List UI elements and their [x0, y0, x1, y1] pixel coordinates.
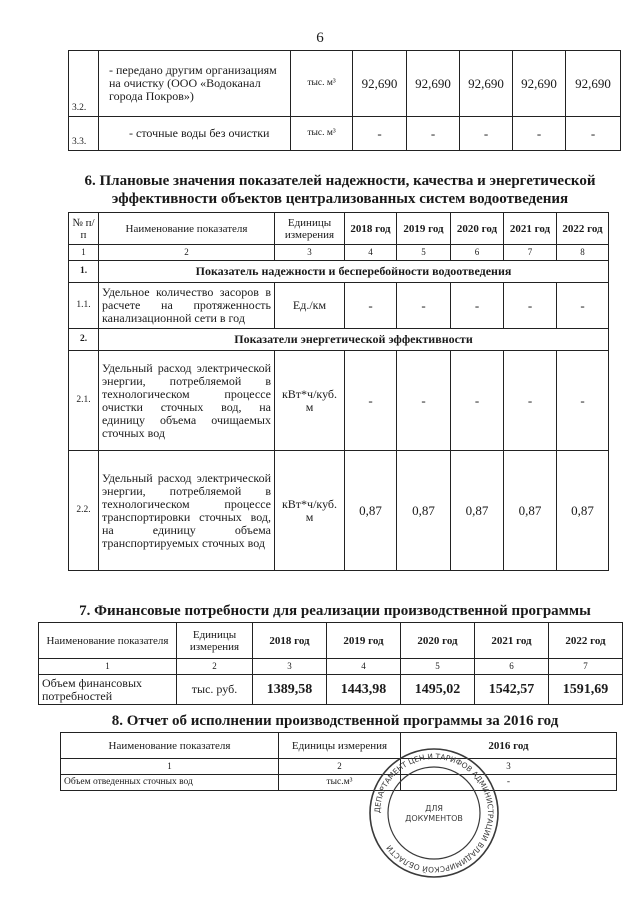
stamp-inner-ring: [388, 767, 480, 859]
header-year: 2020 год: [451, 213, 504, 245]
value-cell: -: [353, 117, 407, 151]
unit-cell: тыс.м³: [279, 775, 401, 791]
value-cell: 1542,57: [475, 675, 549, 705]
index-row: [39, 659, 623, 675]
group-number: 2.: [69, 329, 99, 351]
value-cell: -: [504, 283, 557, 329]
col-index: 2: [177, 659, 253, 675]
row-number: 3.3.: [69, 117, 99, 151]
indicator-name: Объем отведенных сточных вод: [61, 775, 279, 791]
header-name: Наименование показателя: [39, 623, 177, 659]
header-year: 2022 год: [557, 213, 609, 245]
value-cell: 0,87: [557, 451, 609, 571]
value-cell: 0,87: [451, 451, 504, 571]
col-index: 1: [69, 245, 99, 261]
header-year: 2018 год: [345, 213, 397, 245]
index-row: [61, 759, 617, 775]
section-8-table: [60, 732, 617, 791]
value-cell: -: [407, 117, 460, 151]
indicator-name: - передано другим организациям на очистку (ООО «Водоканал города Покров»): [99, 51, 291, 117]
unit-cell: Ед./км: [275, 283, 345, 329]
value-cell: -: [397, 351, 451, 451]
index-row: [69, 245, 609, 261]
unit-cell: тыс. м³: [291, 117, 353, 151]
unit-cell: тыс. м³: [291, 51, 353, 117]
indicator-name: Удельный расход электрической энергии, потребляемой в технологическом процессе транспортировки сточных вод, на единицу объема транспортируемых сточных вод: [99, 451, 275, 571]
page-number: 6: [316, 30, 324, 46]
header-year: 2021 год: [475, 623, 549, 659]
header-unit: Единицы измерения: [275, 213, 345, 245]
table-row: [69, 283, 609, 329]
value-cell: -: [451, 283, 504, 329]
section-6-title-line1: 6. Плановые значения показателей надежности, качества и энергетической: [84, 173, 596, 189]
value-cell: 0,87: [397, 451, 451, 571]
header-year: 2020 год: [401, 623, 475, 659]
unit-cell: кВт*ч/куб. м: [275, 451, 345, 571]
value-cell: -: [504, 351, 557, 451]
col-index: 1: [39, 659, 177, 675]
value-cell: -: [345, 283, 397, 329]
section-7-table: [38, 622, 623, 705]
col-index: 3: [275, 245, 345, 261]
stamp-text-line1: ДЛЯ: [425, 804, 443, 813]
value-cell: -: [460, 117, 513, 151]
value-cell: 1591,69: [549, 675, 623, 705]
col-index: 7: [504, 245, 557, 261]
group-row: [69, 261, 609, 283]
header-unit: Единицы измерения: [177, 623, 253, 659]
row-number: 2.2.: [69, 451, 99, 571]
header-row: [69, 213, 609, 245]
table-row: [69, 351, 609, 451]
indicator-name: Объем финансовых потребностей: [39, 675, 177, 705]
section-6-title: [60, 172, 620, 208]
value-cell: -: [401, 775, 617, 791]
group-title: Показатели энергетической эффективности: [99, 329, 609, 351]
section-6-title-line2: эффективности объектов централизованных систем водоотведения: [111, 191, 569, 207]
header-name: Наименование показателя: [99, 213, 275, 245]
row-number: 1.1.: [69, 283, 99, 329]
col-index: 4: [345, 245, 397, 261]
value-cell: -: [397, 283, 451, 329]
value-cell: 1495,02: [401, 675, 475, 705]
value-cell: 92,690: [407, 51, 460, 117]
stamp-text-line2: ДОКУМЕНТОВ: [405, 814, 463, 823]
value-cell: 0,87: [504, 451, 557, 571]
header-year: 2019 год: [327, 623, 401, 659]
header-year: 2019 год: [397, 213, 451, 245]
col-index: 2: [99, 245, 275, 261]
group-row: [69, 329, 609, 351]
section-6-table: [68, 212, 609, 571]
group-number: 1.: [69, 261, 99, 283]
value-cell: -: [345, 351, 397, 451]
header-year: 2021 год: [504, 213, 557, 245]
stamp-ring-text: ДЕПАРТАМЕНТ ЦЕН И ТАРИФОВ АДМИНИСТРАЦИИ ВЛАДИМИРСКОЙ ОБЛАСТИ: [372, 751, 496, 875]
value-cell: 92,690: [513, 51, 566, 117]
value-cell: -: [451, 351, 504, 451]
header-year: 2022 год: [549, 623, 623, 659]
col-index: 5: [397, 245, 451, 261]
col-index: 6: [475, 659, 549, 675]
row-number: 2.1.: [69, 351, 99, 451]
group-title: Показатель надежности и бесперебойности водоотведения: [99, 261, 609, 283]
value-cell: -: [513, 117, 566, 151]
value-cell: 92,690: [353, 51, 407, 117]
value-cell: 92,690: [460, 51, 513, 117]
col-index: 3: [401, 759, 617, 775]
table-row: [69, 51, 621, 117]
indicator-name: Удельное количество засоров в расчете на протяженность канализационной сети в год: [99, 283, 275, 329]
header-unit: Единицы измерения: [279, 733, 401, 759]
value-cell: 0,87: [345, 451, 397, 571]
table-row: [61, 775, 617, 791]
table-row: [69, 117, 621, 151]
header-row: [61, 733, 617, 759]
value-cell: 92,690: [566, 51, 621, 117]
col-index: 5: [401, 659, 475, 675]
col-index: 6: [451, 245, 504, 261]
unit-cell: кВт*ч/куб. м: [275, 351, 345, 451]
row-number: 3.2.: [69, 51, 99, 117]
continuation-table: [68, 50, 621, 151]
col-index: 8: [557, 245, 609, 261]
value-cell: 1389,58: [253, 675, 327, 705]
stamp-outer-ring: [370, 749, 498, 877]
value-cell: -: [557, 351, 609, 451]
value-cell: -: [557, 283, 609, 329]
value-cell: -: [566, 117, 621, 151]
section-7-title: 7. Финансовые потребности для реализации производственной программы: [79, 603, 591, 619]
table-row: [39, 675, 623, 705]
col-index: 2: [279, 759, 401, 775]
col-index: 3: [253, 659, 327, 675]
indicator-name: Удельный расход электрической энергии, потребляемой в технологическом процессе очистки сточных вод, на единицу объема очищаемых сточных вод: [99, 351, 275, 451]
header-row: [39, 623, 623, 659]
table-row: [69, 451, 609, 571]
indicator-name: - сточные воды без очистки: [99, 117, 291, 151]
round-stamp: [366, 745, 502, 881]
header-num: № п/п: [69, 213, 99, 245]
header-name: Наименование показателя: [61, 733, 279, 759]
value-cell: 1443,98: [327, 675, 401, 705]
col-index: 4: [327, 659, 401, 675]
unit-cell: тыс. руб.: [177, 675, 253, 705]
header-year: 2016 год: [401, 733, 617, 759]
header-year: 2018 год: [253, 623, 327, 659]
col-index: 7: [549, 659, 623, 675]
section-8-title: 8. Отчет об исполнении производственной программы за 2016 год: [111, 713, 559, 729]
col-index: 1: [61, 759, 279, 775]
